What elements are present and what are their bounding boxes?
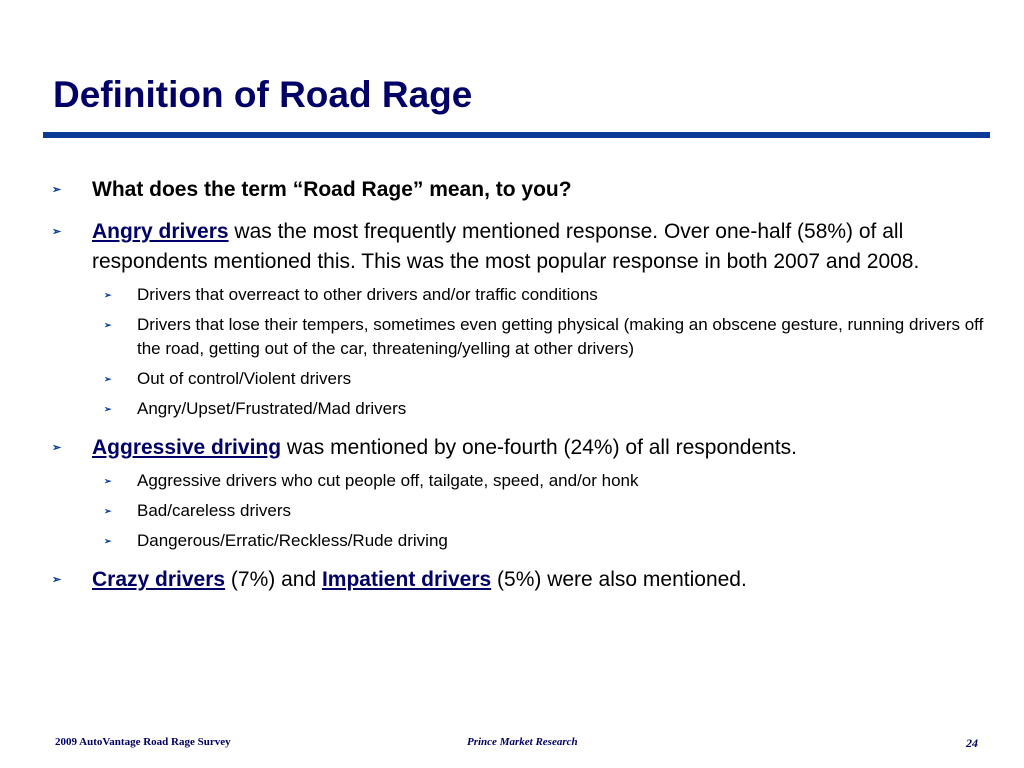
arrow-bullet-icon: ➢ bbox=[104, 374, 112, 384]
arrow-bullet-icon: ➢ bbox=[52, 442, 62, 454]
bullet-question bbox=[52, 175, 987, 205]
arrow-bullet-icon: ➢ bbox=[52, 226, 62, 238]
group-angry-drivers bbox=[52, 217, 987, 421]
bullet-text: was the most frequently mentioned response. Over one-half (58%) of all respondents mentioned this. This was the most popular response in both 2007 and 2008. bbox=[92, 220, 920, 273]
bullet-crazy-impatient-drivers bbox=[52, 565, 987, 595]
slide-content bbox=[52, 175, 987, 610]
footer-company: Prince Market Research bbox=[467, 736, 578, 748]
bullet-aggressive-driving bbox=[52, 433, 987, 463]
sub-bullet-text: Bad/careless drivers bbox=[137, 501, 292, 520]
sub-bullet bbox=[52, 313, 987, 361]
footer-page-number: 24 bbox=[966, 736, 978, 750]
arrow-bullet-icon: ➢ bbox=[104, 320, 112, 330]
arrow-bullet-icon: ➢ bbox=[52, 184, 62, 196]
keyword-aggressive-driving: Aggressive driving bbox=[92, 436, 282, 459]
sub-bullet-text: Angry/Upset/Frustrated/Mad drivers bbox=[137, 399, 407, 418]
slide-title: Definition of Road Rage bbox=[53, 74, 473, 115]
keyword-angry-drivers: Angry drivers bbox=[92, 220, 229, 243]
keyword-impatient-drivers: Impatient drivers bbox=[321, 568, 492, 591]
bullet-text: was mentioned by one-fourth (24%) of all respondents. bbox=[281, 436, 798, 459]
sub-bullet bbox=[52, 397, 987, 421]
sub-bullet bbox=[52, 499, 987, 523]
sub-bullet bbox=[52, 367, 987, 391]
sub-bullet bbox=[52, 529, 987, 553]
sub-bullet-text: Out of control/Violent drivers bbox=[137, 369, 352, 388]
arrow-bullet-icon: ➢ bbox=[104, 506, 112, 516]
bullet-text: (7%) and bbox=[225, 568, 322, 591]
sub-bullet bbox=[52, 283, 987, 307]
bullet-text: (5%) were also mentioned. bbox=[491, 568, 747, 591]
arrow-bullet-icon: ➢ bbox=[104, 290, 112, 300]
title-underline-rule bbox=[43, 132, 990, 138]
arrow-bullet-icon: ➢ bbox=[52, 574, 62, 586]
arrow-bullet-icon: ➢ bbox=[104, 476, 112, 486]
arrow-bullet-icon: ➢ bbox=[104, 404, 112, 414]
arrow-bullet-icon: ➢ bbox=[104, 536, 112, 546]
sub-bullet-text: Drivers that lose their tempers, sometimes even getting physical (making an obscene gesture, running drivers off the road, getting out of the car, threatening/yelling at other drivers) bbox=[137, 315, 984, 358]
sub-bullet-text: Drivers that overreact to other drivers and/or traffic conditions bbox=[137, 285, 598, 304]
bullet-angry-drivers bbox=[52, 217, 987, 277]
bullet-text: What does the term “Road Rage” mean, to you? bbox=[92, 178, 572, 201]
sub-bullet-text: Dangerous/Erratic/Reckless/Rude driving bbox=[137, 531, 448, 550]
group-aggressive-driving bbox=[52, 433, 987, 553]
sub-bullet-text: Aggressive drivers who cut people off, tailgate, speed, and/or honk bbox=[137, 471, 639, 490]
keyword-crazy-drivers: Crazy drivers bbox=[92, 568, 226, 591]
sub-bullet bbox=[52, 469, 987, 493]
footer-survey-name: 2009 AutoVantage Road Rage Survey bbox=[55, 736, 231, 748]
